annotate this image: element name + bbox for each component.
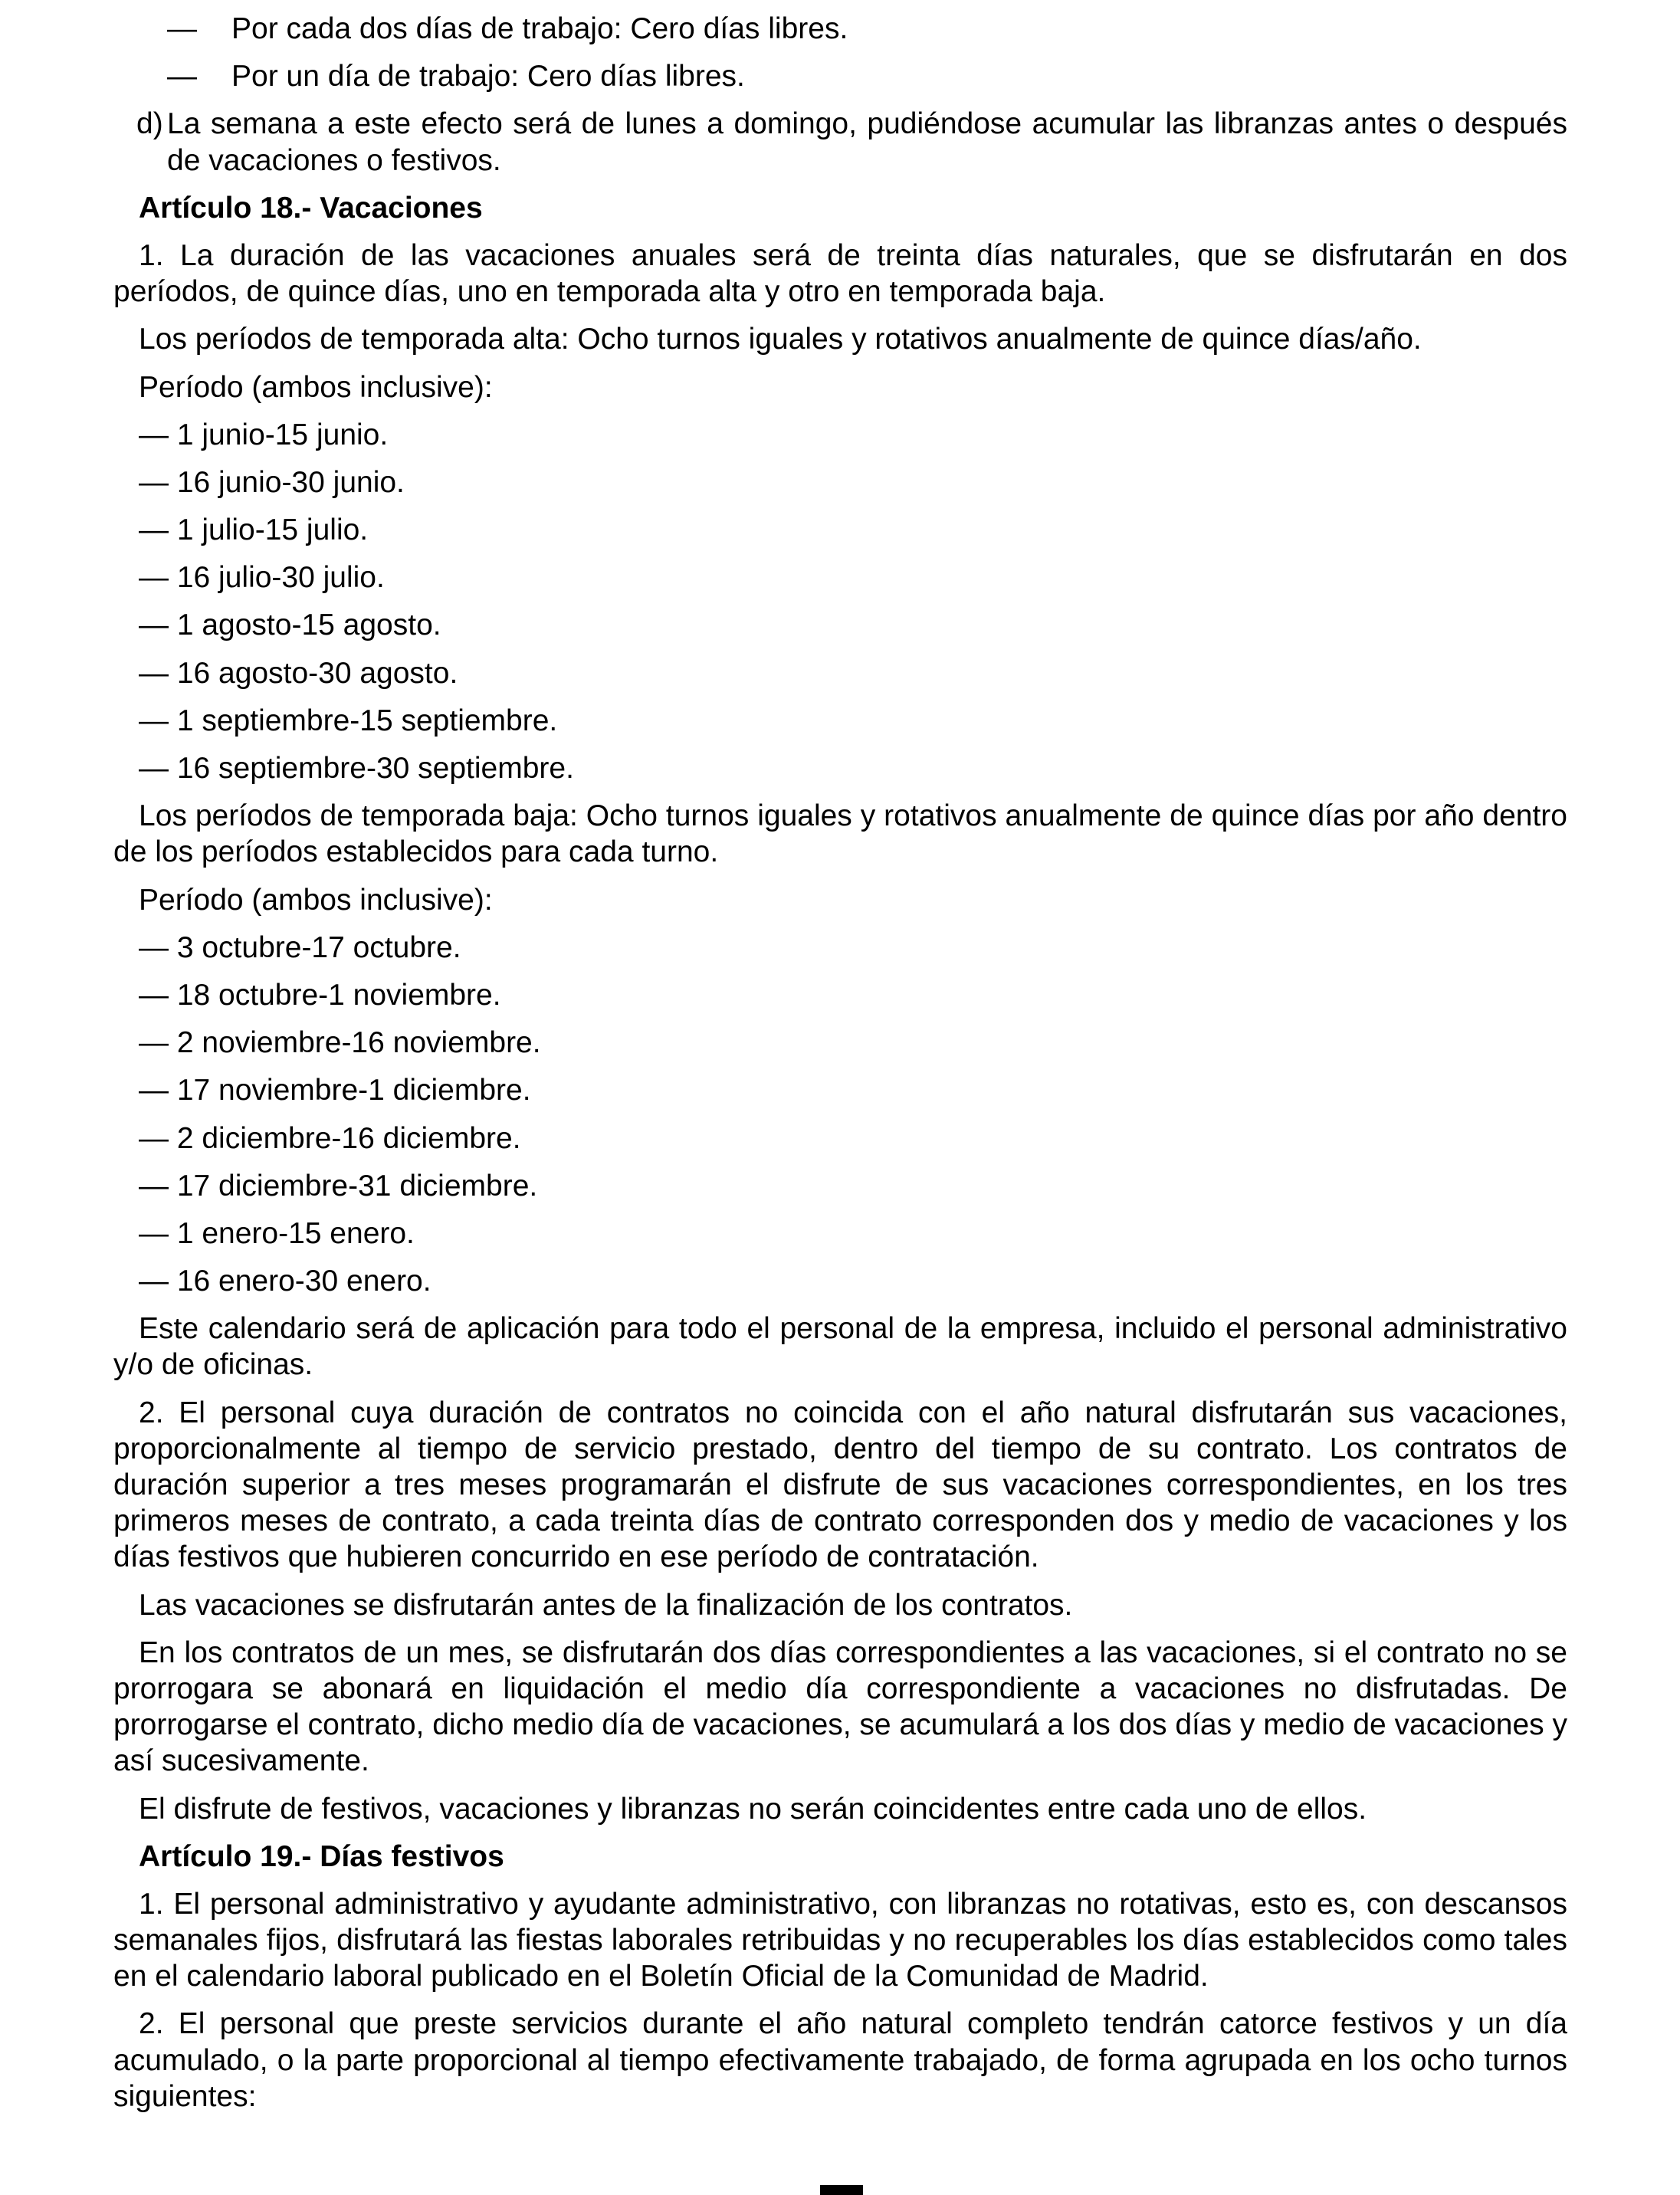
letter-marker: d) <box>136 107 163 141</box>
paragraph: Las vacaciones se disfrutarán antes de la finalización de los contratos. <box>139 1588 1073 1622</box>
sub-list-item-text: Por un día de trabajo: Cero días libres. <box>231 60 745 94</box>
dash-bullet: — <box>167 12 197 45</box>
page-edge-mark <box>820 2185 863 2195</box>
lettered-list-item <box>136 106 1567 178</box>
date-range-item: — 1 junio-15 junio. <box>139 418 389 451</box>
paragraph: Los períodos de temporada baja: Ocho turnos iguales y rotativos anualmente de quince días por año dentro de los períodos establecidos para cada turno. <box>113 799 1567 869</box>
date-range-item: — 3 octubre-17 octubre. <box>139 930 461 964</box>
date-range-item: — 1 enero-15 enero. <box>139 1216 415 1250</box>
date-range-item: — 2 noviembre-16 noviembre. <box>139 1026 541 1060</box>
sub-list-item-text: Por cada dos días de trabajo: Cero días libres. <box>231 12 848 45</box>
date-range-item: — 16 agosto-30 agosto. <box>139 656 458 690</box>
paragraph: Período (ambos inclusive): <box>139 370 493 404</box>
date-range-item: — 17 noviembre-1 diciembre. <box>139 1074 531 1107</box>
date-range-item: — 1 agosto-15 agosto. <box>139 609 441 642</box>
date-range-item: — 16 junio-30 junio. <box>139 465 405 499</box>
date-range-item: — 1 julio-15 julio. <box>139 513 369 547</box>
date-range-item: — 16 julio-30 julio. <box>139 561 385 595</box>
date-range-item: — 1 septiembre-15 septiembre. <box>139 704 558 737</box>
article-heading: Artículo 18.- Vacaciones <box>139 191 483 225</box>
date-range-item: — 16 septiembre-30 septiembre. <box>139 752 574 785</box>
paragraph: Los períodos de temporada alta: Ocho turnos iguales y rotativos anualmente de quince días/año. <box>139 323 1422 356</box>
paragraph: En los contratos de un mes, se disfrutarán dos días correspondientes a las vacaciones, si el contrato no se prorrogara se abonará en liquidación el medio día correspondiente a vacaciones no disfrutadas. De prorrogarse el contrato, dicho medio día de vacaciones, se acumulará a los dos días y medio de vacaciones y así sucesivamente. <box>113 1636 1567 1778</box>
date-range-item: — 2 diciembre-16 diciembre. <box>139 1121 521 1155</box>
date-range-item: — 18 octubre-1 noviembre. <box>139 978 501 1012</box>
sub-list-item <box>167 58 1567 94</box>
article-heading: Artículo 19.- Días festivos <box>139 1839 504 1873</box>
date-range-item: — 17 diciembre-31 diciembre. <box>139 1169 538 1202</box>
paragraph: El disfrute de festivos, vacaciones y libranzas no serán coincidentes entre cada uno de ellos. <box>139 1792 1367 1826</box>
paragraph: Este calendario será de aplicación para todo el personal de la empresa, incluido el personal administrativo y/o de oficinas. <box>113 1312 1567 1382</box>
sub-list-item <box>167 11 1567 47</box>
paragraph: 2. El personal que preste servicios durante el año natural completo tendrán catorce festivos y un día acumulado, o la parte proporcional al tiempo efectivamente trabajado, de forma agrupada en los ocho turnos siguientes: <box>113 2007 1567 2113</box>
dash-bullet: — <box>167 60 197 94</box>
paragraph: 2. El personal cuya duración de contratos no coincida con el año natural disfrutarán sus vacaciones, proporcionalmente al tiempo de servicio prestado, dentro del tiempo de su contrato. Los contratos de duración superior a tres meses programarán el disfrute de sus vacaciones correspondientes, en los tres primeros meses de contrato, a cada treinta días de contrato corresponden dos y medio de vacaciones y los días festivos que hubieren concurrido en ese período de contratación. <box>113 1396 1567 1574</box>
paragraph: 1. El personal administrativo y ayudante administrativo, con libranzas no rotativas, esto es, con descansos semanales fijos, disfrutará las fiestas laborales retribuidas y no recuperables los días establecidos como tales en el calendario laboral publicado en el Boletín Oficial de la Comunidad de Madrid. <box>113 1887 1567 1993</box>
lettered-list-item-text: La semana a este efecto será de lunes a domingo, pudiéndose acumular las libranzas antes o después de vacaciones o festivos. <box>167 107 1567 177</box>
paragraph: Período (ambos inclusive): <box>139 883 493 917</box>
date-range-item: — 16 enero-30 enero. <box>139 1265 431 1298</box>
paragraph: 1. La duración de las vacaciones anuales será de treinta días naturales, que se disfrutarán en dos períodos, de quince días, uno en temporada alta y otro en temporada baja. <box>113 238 1567 309</box>
